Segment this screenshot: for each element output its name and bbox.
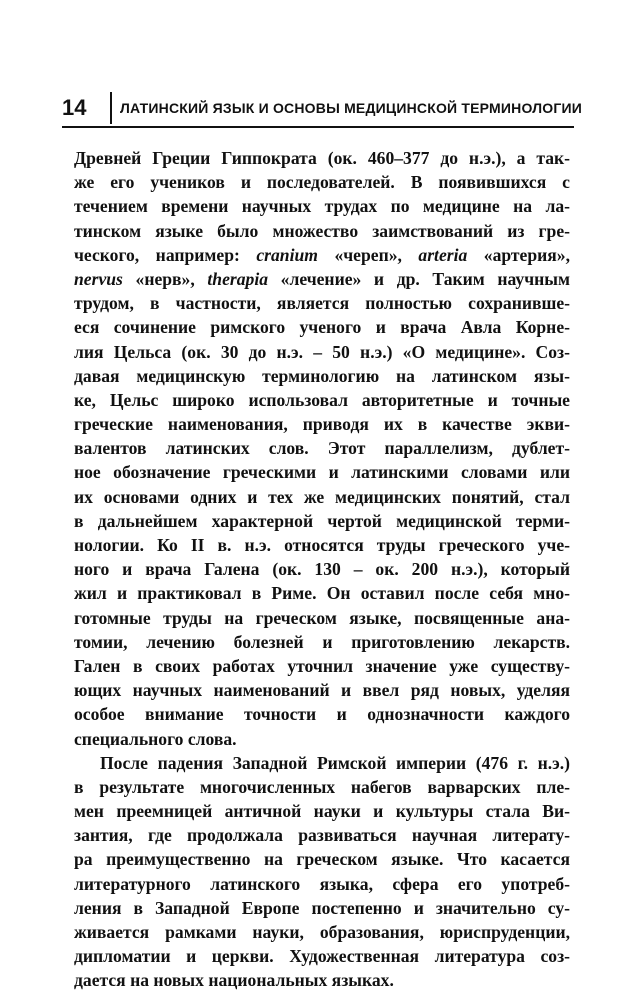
text-line: живается рамками науки, образования, юриспруденции, — [74, 922, 570, 942]
text-line: греческие наименования, приводя их в качестве экви- — [74, 414, 570, 435]
text-line: специального слова. — [74, 728, 237, 749]
text-line: лия Цельса (ок. 30 до н.э. – 50 н.э.) «О медицине». Соз- — [74, 341, 570, 362]
latin-term: cranium — [256, 244, 318, 265]
text-line: томии, лечению болезней и приготовлению лекарств. — [74, 631, 570, 652]
latin-term: nervus — [74, 268, 123, 289]
text-line: еся сочинение римского ученого и врача Авла Корне- — [74, 317, 570, 338]
text-line: течением времени научных трудах по медицине на ла- — [74, 196, 570, 217]
text-line: ления в Западной Европе постепенно и значительно су- — [74, 897, 570, 918]
running-header — [62, 92, 582, 128]
text-line: ное обозначение греческими и латинскими словами или — [74, 462, 570, 483]
paragraph-1 — [74, 146, 570, 751]
text-line: зантия, где продолжала развиваться научная литерату- — [74, 825, 570, 846]
text-line: давая медицинскую терминологию на латинском язы- — [74, 365, 570, 386]
text-line: в дальнейшем характерной чертой медицинской терми- — [74, 510, 570, 531]
text-line: особое внимание точности и однозначности каждого — [74, 704, 570, 725]
text-line: дается на новых национальных языках. — [74, 970, 394, 991]
text-line: готомные труды на греческом языке, посвященные ана- — [74, 607, 570, 628]
text-line: валентов латинских слов. Этот параллелизм, дублет- — [74, 438, 570, 459]
text-line: ра преимущественно на греческом языке. Что касается — [74, 849, 570, 870]
text-line: ющих научных наименований и ввел ряд новых, уделяя — [74, 680, 570, 701]
text-line: литературного латинского языка, сфера его употреб- — [74, 873, 570, 894]
page-number: 14 — [62, 92, 112, 124]
text-line: в результате многочисленных набегов варварских пле- — [74, 776, 570, 797]
text-line: жил и практиковал в Риме. Он оставил после себя мно- — [74, 583, 570, 604]
paragraph-2 — [74, 751, 570, 993]
text-line: ного и врача Галена (ок. 130 – ок. 200 н.э.), который — [74, 559, 570, 580]
text-line: nervus «нерв», therapia «лечение» и др. Таким научным — [74, 268, 570, 289]
latin-term: therapia — [207, 268, 269, 289]
text-line: нологии. Ко II в. н.э. относятся труды греческого уче- — [74, 535, 570, 555]
text-line: же его учеников и последователей. В появившихся с — [74, 172, 570, 193]
text-line: мен преемницей античной науки и культуры стала Ви- — [74, 801, 570, 822]
text-line: Гален в своих работах уточнил значение уже существу- — [74, 655, 570, 676]
text-line: ческого, например: cranium «череп», arteria «артерия», — [74, 244, 570, 265]
text-line: После падения Западной Римской империи (476 г. н.э.) — [100, 752, 570, 773]
running-title: ЛАТИНСКИЙ ЯЗЫК И ОСНОВЫ МЕДИЦИНСКОЙ ТЕРМИНОЛОГИИ — [120, 100, 582, 116]
text-line: Древней Греции Гиппократа (ок. 460–377 до н.э.), а так- — [74, 148, 570, 168]
text-line: дипломатии и церкви. Художественная литература соз- — [74, 946, 570, 967]
latin-term: arteria — [418, 244, 468, 265]
text-line: трудом, в частности, является полностью сохранивше- — [74, 293, 570, 314]
text-line: тинском языке было множество заимствований из гре- — [74, 220, 570, 241]
text-line: их основами одних и тех же медицинских понятий, стал — [74, 486, 570, 507]
body-text — [74, 146, 570, 993]
text-line: ке, Цельс широко использовал авторитетные и точные — [74, 389, 570, 410]
